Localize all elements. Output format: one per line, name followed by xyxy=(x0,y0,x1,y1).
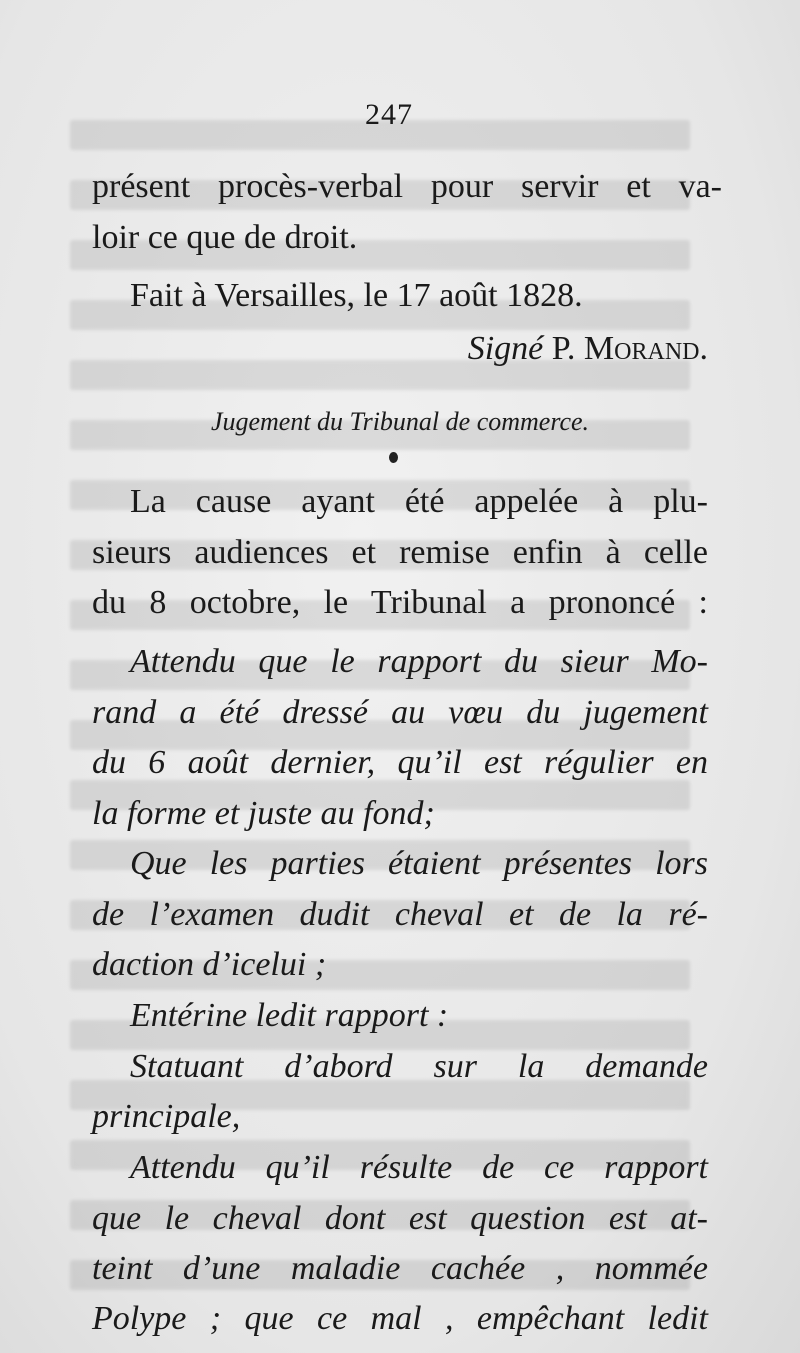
signed-word: Signé xyxy=(467,330,544,367)
signature-line xyxy=(300,329,708,369)
text-line: du 6 août dernier, qu’il est régulier en xyxy=(92,744,708,781)
text-line: de l’examen dudit cheval et de la ré- xyxy=(92,896,708,933)
text-line: du 8 octobre, le Tribunal a prononcé : xyxy=(92,584,708,621)
text-line: sieurs audiences et remise enfin à celle xyxy=(92,534,708,571)
text-line: Que les parties étaient présentes lors xyxy=(130,845,708,882)
ink-spot xyxy=(389,452,398,463)
page-number: 247 xyxy=(365,98,413,131)
text-line: daction d’icelui ; xyxy=(92,946,327,983)
text-line: La cause ayant été appelée à plu- xyxy=(130,483,708,520)
section-heading: Jugement du Tribunal de commerce. xyxy=(210,407,590,436)
text-line: principale, xyxy=(92,1098,241,1135)
text-line: présent procès-verbal pour servir et va- xyxy=(92,168,722,205)
text-line: la forme et juste au fond; xyxy=(92,795,435,832)
text-line: Attendu que le rapport du sieur Mo- xyxy=(130,643,708,680)
text-line: rand a été dressé au vœu du jugement xyxy=(92,694,708,731)
text-line: teint d’une maladie cachée , nommée xyxy=(92,1250,708,1287)
text-line: que le cheval dont est question est at- xyxy=(92,1200,708,1237)
text-line: Attendu qu’il résulte de ce rapport xyxy=(130,1149,708,1186)
text-line: Entérine ledit rapport : xyxy=(130,997,449,1034)
text-line: loir ce que de droit. xyxy=(92,219,358,256)
text-line: Polype ; que ce mal , empêchant ledit xyxy=(92,1300,708,1337)
signer-initial: P. xyxy=(551,330,584,367)
signer-name: Morand. xyxy=(583,330,708,367)
text-line: Statuant d’abord sur la demande xyxy=(130,1048,708,1085)
text-line: Fait à Versailles, le 17 août 1828. xyxy=(130,277,583,314)
